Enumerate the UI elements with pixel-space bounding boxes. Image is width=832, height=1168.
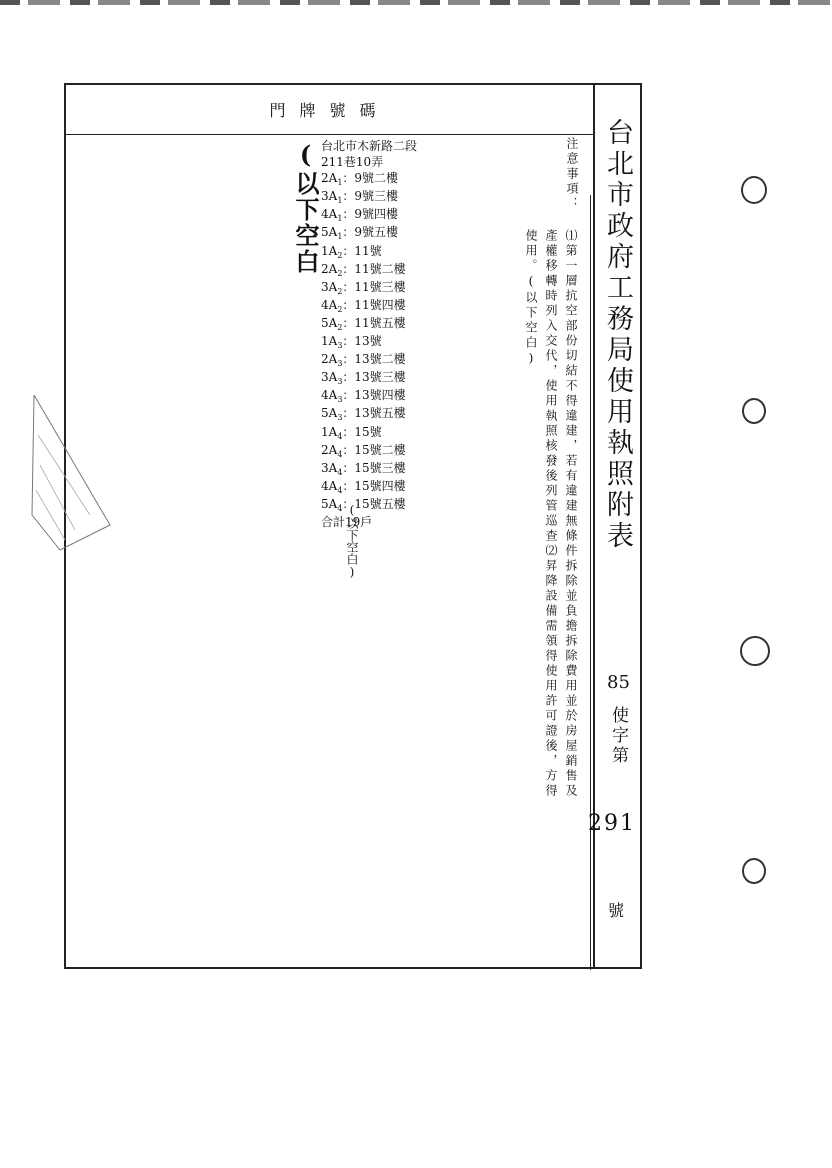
unit-address: ：9號二樓 [342,171,399,186]
unit-subscript: 4 [337,467,343,477]
address-entry [321,405,417,423]
address-entry [321,315,417,333]
unit-address: ：13號二樓 [342,352,406,367]
address-entry [321,261,417,279]
unit-code: 4A [321,207,338,222]
unit-code: 3A [321,370,338,385]
unit-address: ：15號三樓 [342,460,406,475]
unit-subscript: 1 [337,196,343,206]
notes-line-3: 使用。(以下空白) [524,229,538,368]
notes-divider [590,195,591,970]
unit-code: 3A [321,279,338,294]
unit-subscript: 1 [337,214,343,224]
unit-code: 1A [321,424,338,439]
address-entries [321,170,417,514]
unit-subscript: 2 [337,322,343,332]
unit-code: 4A [321,297,338,312]
unit-address: ：15號五樓 [342,496,406,511]
address-entry [321,496,417,514]
permit-suffix: 號 [608,901,625,920]
unit-subscript: 1 [337,178,343,188]
unit-code: 4A [321,388,338,403]
unit-subscript: 3 [337,341,343,351]
address-entry [321,170,417,188]
unit-code: 2A [321,261,338,276]
unit-code: 1A [321,243,338,258]
unit-address: ：11號五樓 [342,315,406,330]
unit-address: ：13號四樓 [342,388,406,403]
list-blank-marker: (以下空白) [345,503,359,579]
blank-marker: (以下空白 [291,140,320,275]
address-entry [321,297,417,315]
unit-subscript: 2 [337,304,343,314]
unit-address: ：11號二樓 [342,261,406,276]
unit-subscript: 3 [337,359,343,369]
unit-code: 2A [321,442,338,457]
unit-address: ：15號四樓 [342,478,406,493]
unit-code: 2A [321,171,338,186]
unit-subscript: 2 [337,268,343,278]
address-street: 台北市木新路二段 [321,139,418,153]
address-lane: 211巷10弄 [321,155,384,170]
binder-hole-icon [741,176,767,204]
address-entry [321,224,417,242]
unit-subscript: 3 [337,413,343,423]
binder-hole-icon [742,858,766,884]
address-entry [321,188,417,206]
address-list [321,138,417,530]
unit-code: 5A [321,225,338,240]
address-entry [321,243,417,261]
permit-number: 291 [588,811,636,836]
address-column-header: 門牌號碼 [66,85,593,135]
scan-edge-strip [0,0,832,5]
unit-subscript: 2 [337,286,343,296]
permit-year: 85 [607,672,630,693]
unit-code: 5A [321,496,338,511]
address-entry [321,478,417,496]
address-entry [321,369,417,387]
torn-paper-corner [30,395,115,555]
unit-subscript: 2 [337,250,343,260]
unit-subscript: 1 [337,232,343,242]
unit-code: 3A [321,189,338,204]
address-entry [321,460,417,478]
unit-address: ：13號五樓 [342,406,406,421]
address-entry [321,279,417,297]
unit-address: ：13號三樓 [342,370,406,385]
address-entry [321,206,417,224]
notes-line-2: 產權移轉時列入交代，使用執照核發後列管巡查⑵昇降設備需領得使用許可證後，方得 [544,229,558,799]
unit-subscript: 4 [337,449,343,459]
unit-address: ：15號 [342,424,382,439]
document-title: 台北市政府工務局使用執照附表 [602,118,633,552]
unit-code: 5A [321,406,338,421]
unit-subscript: 4 [337,431,343,441]
notes-line-1: ⑴第一層抗空部份切結不得違建，若有違建無條件拆除並負擔拆除費用並於房屋銷售及 [564,229,578,799]
unit-subscript: 3 [337,377,343,387]
unit-address: ：9號三樓 [342,189,399,204]
unit-address: ：11號三樓 [342,279,406,294]
unit-address: ：9號四樓 [342,207,399,222]
unit-subscript: 4 [337,503,343,513]
binder-hole-icon [742,398,766,424]
unit-code: 2A [321,352,338,367]
unit-subscript: 4 [337,485,343,495]
unit-code: 4A [321,478,338,493]
unit-code: 3A [321,460,338,475]
unit-address: ：9號五樓 [342,225,399,240]
unit-address: ：11號四樓 [342,297,406,312]
unit-address: ：13號 [342,334,382,349]
address-total: 合計19戶 [321,514,373,529]
address-entry [321,424,417,442]
binder-hole-icon [740,636,770,666]
unit-subscript: 3 [337,395,343,405]
unit-code: 1A [321,334,338,349]
permit-prefix: 使字第 [608,706,628,766]
unit-address: ：15號二樓 [342,442,406,457]
address-entry [321,351,417,369]
unit-code: 5A [321,315,338,330]
address-entry [321,442,417,460]
unit-address: ：11號 [342,243,382,258]
address-entry [321,387,417,405]
notes-heading: 注意事項： [565,137,579,212]
address-entry [321,333,417,351]
